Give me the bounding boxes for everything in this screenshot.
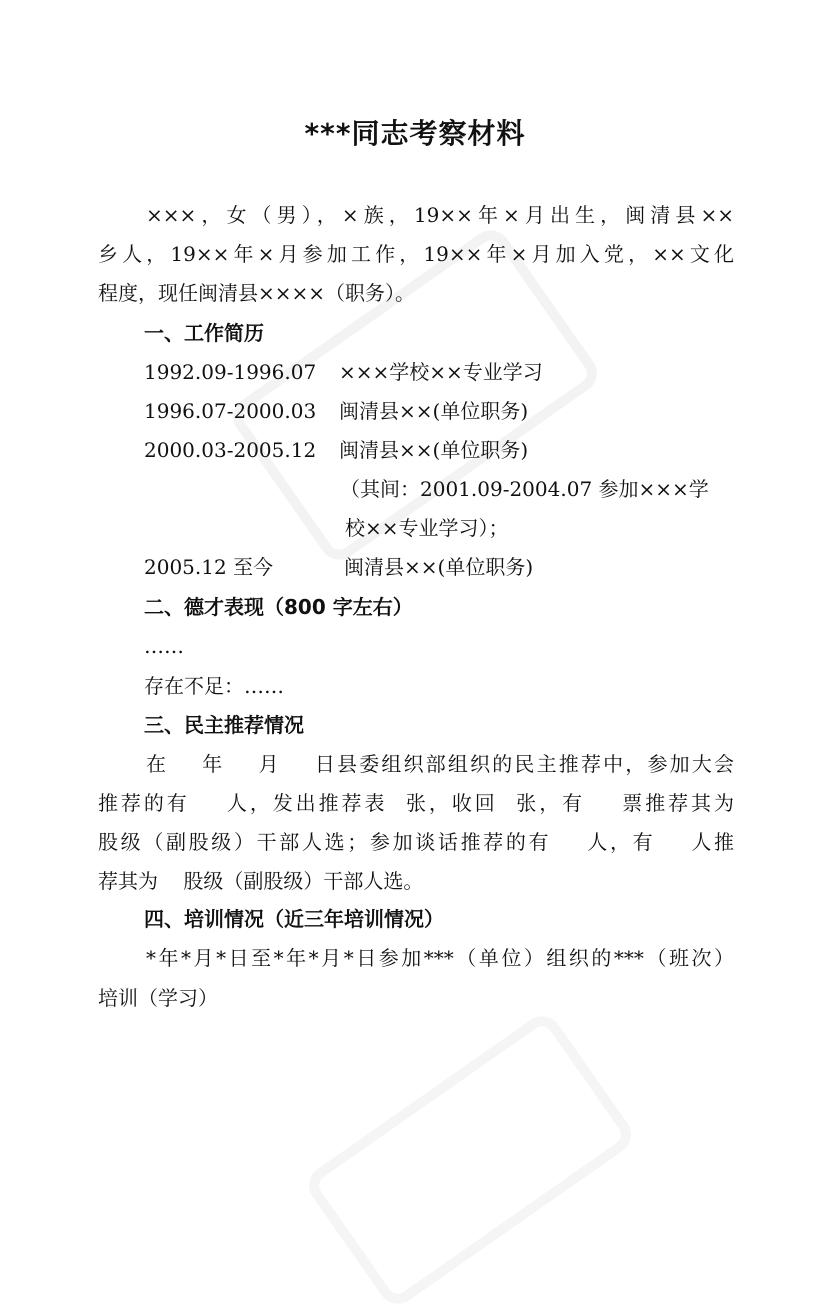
resume-note: 校××专业学习）； bbox=[345, 516, 509, 540]
resume-text: 闽清县××(单位职务) bbox=[339, 399, 529, 423]
section-heading: 一、工作简历 bbox=[144, 321, 264, 345]
intro-line: 程度，现任闽清县××××（职务）。 bbox=[98, 281, 416, 305]
recommend-line: 推荐的有 人，发出推荐表 张，收回 张，有 票推荐其为 bbox=[98, 791, 734, 815]
section-heading: 四、培训情况（近三年培训情况） bbox=[144, 907, 444, 931]
resume-text: 闽清县××(单位职务) bbox=[344, 555, 534, 579]
ellipsis-text: …… bbox=[144, 634, 184, 658]
resume-entry bbox=[144, 359, 543, 385]
section-heading: 二、德才表现（800 字左右） bbox=[144, 595, 413, 619]
resume-text: ×××学校××专业学习 bbox=[339, 360, 543, 384]
recommend-line: 在 年 月 日县委组织部组织的民主推荐中，参加大会 bbox=[146, 752, 734, 776]
resume-entry bbox=[144, 398, 528, 424]
intro-line: 乡人，19××年×月参加工作，19××年×月加入党，××文化 bbox=[98, 242, 734, 266]
resume-note: （其间：2001.09-2004.07 参加×××学 bbox=[340, 477, 709, 501]
resume-date: 2000.03-2005.12 bbox=[144, 438, 317, 462]
shortcoming-text: 存在不足：…… bbox=[144, 674, 284, 698]
training-line: *年*月*日至*年*月*日参加***（单位）组织的***（班次） bbox=[146, 946, 734, 970]
resume-date: 1992.09-1996.07 bbox=[144, 360, 317, 384]
watermark bbox=[301, 1008, 639, 1311]
resume-text: 闽清县××(单位职务) bbox=[339, 438, 529, 462]
recommend-line: 股级（副股级）干部人选；参加谈话推荐的有 人，有 人推 bbox=[98, 830, 734, 854]
intro-line: ×××，女（男），×族，19××年×月出生，闽清县×× bbox=[146, 203, 734, 227]
resume-date: 2005.12 至今 bbox=[144, 555, 274, 579]
resume-date: 1996.07-2000.03 bbox=[144, 399, 317, 423]
resume-entry bbox=[144, 437, 528, 463]
page-title: ***同志考察材料 bbox=[304, 117, 526, 150]
section-heading: 三、民主推荐情况 bbox=[144, 713, 304, 737]
recommend-line: 荐其为 股级（副股级）干部人选。 bbox=[98, 869, 424, 893]
training-line: 培训（学习） bbox=[98, 986, 218, 1010]
resume-entry bbox=[144, 554, 533, 580]
